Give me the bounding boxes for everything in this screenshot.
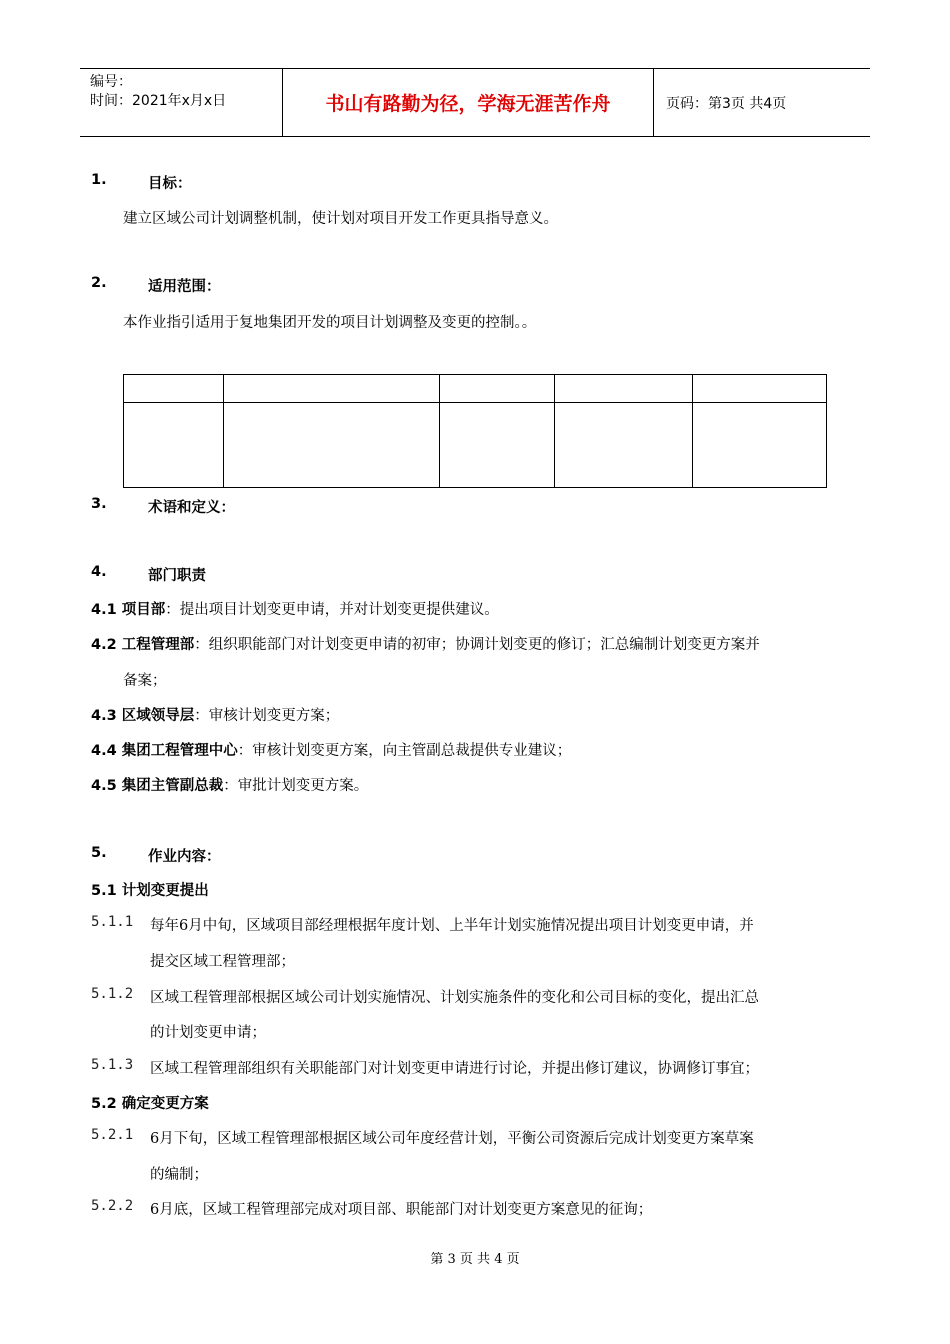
section-2-title: 适用范围： [148, 279, 221, 295]
table-row-divider [124, 402, 826, 403]
serial-label: 编号： [90, 74, 132, 90]
table-col-divider [439, 375, 440, 487]
section-4-number: 4. [91, 564, 107, 580]
header-slogan: 书山有路勤为径，学海无涯苦作舟 [325, 93, 611, 115]
item-text-continued: 的编制； [150, 1167, 208, 1183]
section-3-title: 术语和定义： [148, 500, 235, 516]
item-text-continued: 提交区域工程管理部； [150, 954, 295, 970]
duty-item [91, 633, 760, 654]
section-1-title: 目标： [148, 176, 192, 192]
duty-item [91, 704, 339, 725]
duty-text: ：审批计划变更方案。 [223, 778, 369, 794]
item-number: 5.2.2 [91, 1198, 134, 1214]
item-text: 区域工程管理部根据区域公司计划实施情况、计划实施条件的变化和公司目标的变化，提出汇总 [150, 990, 759, 1006]
duty-text: ：审核计划变更方案，向主管副总裁提供专业建议； [237, 743, 572, 759]
duty-label: 4.1 项目部 [91, 602, 166, 618]
duty-label: 4.5 集团主管副总裁 [91, 778, 224, 794]
subsection-5-2-title: 5.2 确定变更方案 [91, 1096, 209, 1112]
item-number: 5.2.1 [91, 1127, 134, 1143]
item-text: 6月底，区域工程管理部完成对项目部、职能部门对计划变更方案意见的征询； [150, 1202, 653, 1218]
subsection-5-1-title: 5.1 计划变更提出 [91, 883, 209, 899]
page-footer: 第 3 页 共 4 页 [430, 1252, 520, 1267]
item-text: 6月下旬，区域工程管理部根据区域公司年度经营计划，平衡公司资源后完成计划变更方案草案 [150, 1131, 754, 1147]
duty-text: ：提出项目计划变更申请，并对计划变更提供建议。 [165, 602, 499, 618]
duty-item [91, 774, 368, 795]
section-3-number: 3. [91, 496, 107, 512]
section-2-number: 2. [91, 275, 107, 291]
time-label: 时间：2021年x月x日 [90, 93, 227, 109]
duty-text: ：组织职能部门对计划变更申请的初审；协调计划变更的修订；汇总编制计划变更方案并 [194, 637, 760, 653]
section-1-body: 建立区域公司计划调整机制，使计划对项目开发工作更具指导意义。 [123, 211, 558, 227]
item-text: 区域工程管理部组织有关职能部门对计划变更申请进行讨论，并提出修订建议，协调修订事宜； [150, 1061, 759, 1077]
duty-label: 4.3 区域领导层 [91, 708, 195, 724]
duty-item [91, 739, 571, 760]
duty-text: ：审核计划变更方案； [194, 708, 340, 724]
table-col-divider [554, 375, 555, 487]
section-5-number: 5. [91, 845, 107, 861]
duty-text-continued: 备案； [123, 673, 167, 689]
empty-table [123, 374, 827, 488]
section-1-number: 1. [91, 172, 107, 188]
page-header [80, 68, 870, 137]
item-number: 5.1.1 [91, 914, 134, 930]
section-2-body: 本作业指引适用于复地集团开发的项目计划调整及变更的控制。。 [123, 315, 537, 331]
section-5-title: 作业内容： [148, 849, 221, 865]
item-number: 5.1.3 [91, 1057, 134, 1073]
duty-label: 4.4 集团工程管理中心 [91, 743, 238, 759]
item-text-continued: 的计划变更申请； [150, 1025, 266, 1041]
table-col-divider [692, 375, 693, 487]
item-number: 5.1.2 [91, 986, 134, 1002]
item-text: 每年6月中旬，区域项目部经理根据年度计划、上半年计划实施情况提出项目计划变更申请，并 [150, 918, 754, 934]
header-divider [653, 69, 654, 136]
duty-item [91, 598, 499, 619]
duty-label: 4.2 工程管理部 [91, 637, 195, 653]
section-4-title: 部门职责 [148, 568, 206, 584]
table-col-divider [223, 375, 224, 487]
header-meta [90, 73, 226, 111]
header-page-number: 页码：第3页 共4页 [666, 96, 787, 112]
